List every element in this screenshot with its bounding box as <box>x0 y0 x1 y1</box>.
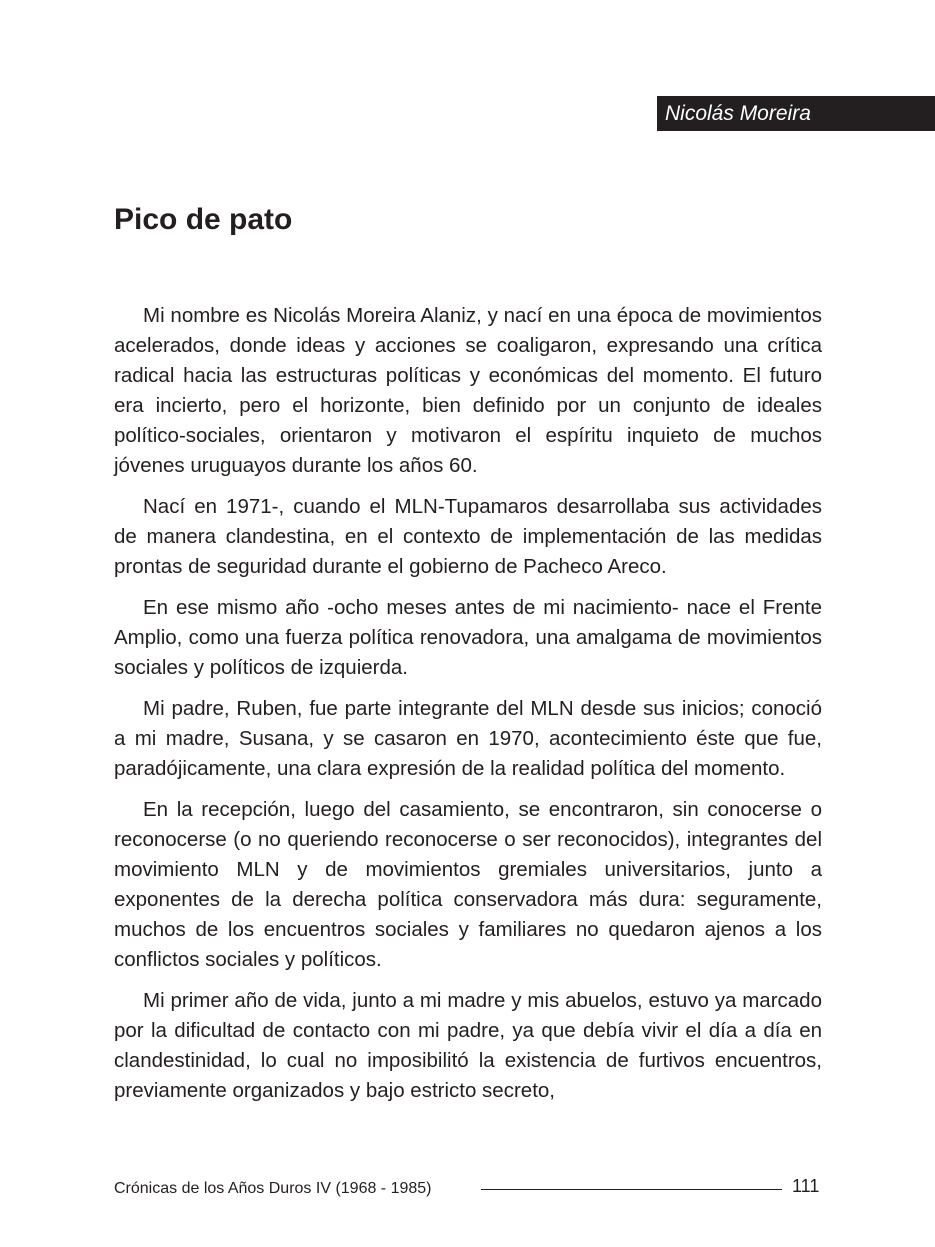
footer-divider <box>481 1189 782 1190</box>
paragraph: Nací en 1971-, cuando el MLN-Tupamaros desarrollaba sus actividades de manera clandestina, en el contexto de implementación de las medidas prontas de seguridad durante el gobierno de Pacheco Areco. <box>114 495 822 578</box>
page-number: 111 <box>792 1176 820 1196</box>
paragraph: Mi nombre es Nicolás Moreira Alaniz, y nací en una época de movimientos acelerados, donde ideas y acciones se coaligaron, expresando una crítica radical hacia las estructuras políticas y económicas del momento. El futuro era incierto, pero el horizonte, bien definido por un conjunto de ideales político-sociales, orientaron y motivaron el espíritu inquieto de muchos jóvenes uruguayos durante los años 60. <box>114 304 822 477</box>
paragraph: En ese mismo año -ocho meses antes de mi nacimiento- nace el Frente Amplio, como una fuerza política renovadora, una amalgama de movimientos sociales y políticos de izquierda. <box>114 596 822 679</box>
footer-book-title: Crónicas de los Años Duros IV (1968 - 1985) <box>114 1180 432 1197</box>
author-name: Nicolás Moreira <box>665 102 811 125</box>
paragraph: En la recepción, luego del casamiento, se encontraron, sin conocerse o reconocerse (o no queriendo reconocerse o ser reconocidos), integrantes del movimiento MLN y de movimientos gremiales universitarios, junto a exponentes de la derecha política conservadora más dura: seguramente, muchos de los encuentros sociales y familiares no quedaron ajenos a los conflictos sociales y políticos. <box>114 798 822 971</box>
chapter-title: Pico de pato <box>114 203 293 236</box>
paragraph: Mi primer año de vida, junto a mi madre y mis abuelos, estuvo ya marcado por la dificultad de contacto con mi padre, ya que debía vivir el día a día en clandestinidad, lo cual no imposibilitó la existencia de furtivos encuentros, previamente organizados y bajo estricto secreto, <box>114 989 822 1102</box>
body-text <box>114 301 822 1117</box>
paragraph: Mi padre, Ruben, fue parte integrante del MLN desde sus inicios; conoció a mi madre, Susana, y se casaron en 1970, acontecimiento éste que fue, paradójicamente, una clara expresión de la realidad política del momento. <box>114 697 822 780</box>
author-header-tab <box>657 96 935 131</box>
